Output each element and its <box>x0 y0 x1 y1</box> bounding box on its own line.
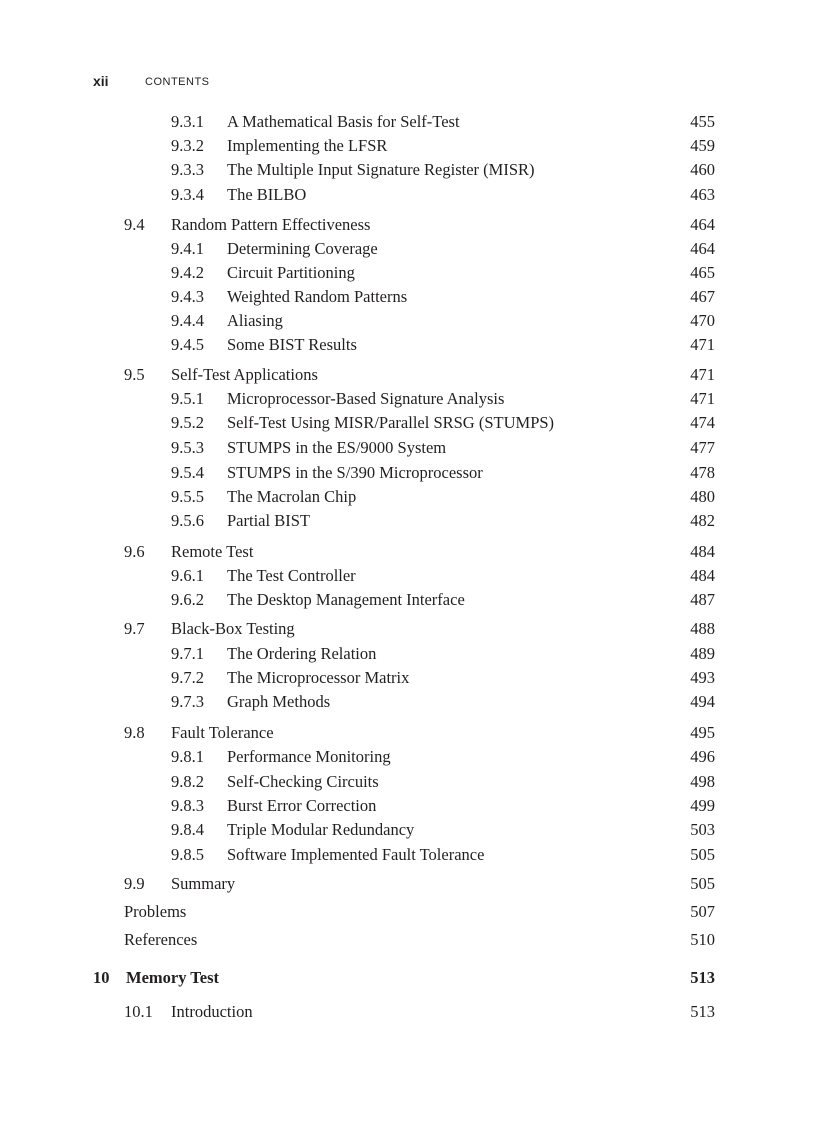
toc-entry <box>0 238 816 260</box>
toc-entry-page: 482 <box>690 511 715 530</box>
toc-entry-number: 9.8 <box>124 723 145 742</box>
toc-entry-page: 499 <box>690 796 715 815</box>
toc-entry <box>0 819 816 841</box>
toc-entry-page: 496 <box>690 747 715 766</box>
toc-entry-page: 495 <box>690 723 715 742</box>
toc-entry <box>0 184 816 206</box>
toc-entry <box>0 746 816 768</box>
toc-entry <box>0 334 816 356</box>
toc-entry-number: 9.8.3 <box>171 796 204 815</box>
toc-entry <box>0 771 816 793</box>
toc-entry <box>0 388 816 410</box>
toc-entry-title: Burst Error Correction <box>227 796 377 815</box>
toc-entry-number: 9.8.2 <box>171 772 204 791</box>
toc-entry <box>0 159 816 181</box>
toc-entry-page: 474 <box>690 413 715 432</box>
toc-entry <box>0 795 816 817</box>
toc-entry-page: 489 <box>690 644 715 663</box>
toc-entry-page: 498 <box>690 772 715 791</box>
toc-entry <box>0 901 816 923</box>
toc-entry-page: 467 <box>690 287 715 306</box>
toc-entry-number: 9.4.1 <box>171 239 204 258</box>
toc-entry-page: 493 <box>690 668 715 687</box>
toc-entry <box>0 929 816 951</box>
toc-entry-page: 513 <box>690 968 715 987</box>
toc-entry-title: The Test Controller <box>227 566 356 585</box>
toc-entry-number: 9.8.1 <box>171 747 204 766</box>
toc-entry-page: 464 <box>690 215 715 234</box>
toc-entry-title: Self-Test Applications <box>171 365 318 384</box>
toc-entry-page: 505 <box>690 845 715 864</box>
toc-entry <box>0 565 816 587</box>
toc-entry-number: 9.7 <box>124 619 145 638</box>
toc-entry <box>0 618 816 640</box>
toc-entry-title: The Desktop Management Interface <box>227 590 465 609</box>
toc-entry <box>0 510 816 532</box>
toc-entry-page: 471 <box>690 389 715 408</box>
toc-entry <box>0 722 816 744</box>
toc-entry-number: 9.5.2 <box>171 413 204 432</box>
toc-entry-page: 464 <box>690 239 715 258</box>
toc-entry-title: Weighted Random Patterns <box>227 287 408 306</box>
toc-entry-title: Circuit Partitioning <box>227 263 355 282</box>
toc-entry <box>0 262 816 284</box>
toc-entry-page: 484 <box>690 566 715 585</box>
toc-entry-title: Random Pattern Effectiveness <box>171 215 371 234</box>
toc-entry-number: 9.6 <box>124 542 145 561</box>
toc-entry-title: Performance Monitoring <box>227 747 391 766</box>
toc-entry-page: 470 <box>690 311 715 330</box>
toc-entry-page: 471 <box>690 365 715 384</box>
toc-entry-title: Aliasing <box>227 311 283 330</box>
toc-entry-title: Self-Checking Circuits <box>227 772 379 791</box>
toc-entry-number: 10.1 <box>124 1002 153 1021</box>
toc-entry-title: Software Implemented Fault Tolerance <box>227 845 485 864</box>
toc-entry-title: Fault Tolerance <box>171 723 274 742</box>
toc-entry-number: 9.8.5 <box>171 845 204 864</box>
toc-entry-number: 9.4.3 <box>171 287 204 306</box>
toc-entry-number: 9.7.1 <box>171 644 204 663</box>
toc-entry-number: 9.6.2 <box>171 590 204 609</box>
toc-entry-page: 459 <box>690 136 715 155</box>
toc-entry-page: 507 <box>690 902 715 921</box>
toc-entry <box>0 967 816 989</box>
toc-entry-page: 480 <box>690 487 715 506</box>
toc-entry-title: Microprocessor-Based Signature Analysis <box>227 389 505 408</box>
toc-entry-number: 9.6.1 <box>171 566 204 585</box>
toc-entry-page: 478 <box>690 463 715 482</box>
toc-entry <box>0 667 816 689</box>
toc-entry <box>0 541 816 563</box>
toc-entry-page: 494 <box>690 692 715 711</box>
toc-entry <box>0 412 816 434</box>
toc-entry-title: Summary <box>171 874 236 893</box>
toc-entry <box>0 1001 816 1023</box>
toc-entry-page: 505 <box>690 874 715 893</box>
toc-entry-title: Partial BIST <box>227 511 310 530</box>
toc-entry-title: Some BIST Results <box>227 335 357 354</box>
toc-entry <box>0 214 816 236</box>
toc-entry <box>0 589 816 611</box>
toc-entry <box>0 286 816 308</box>
toc-entry-title: References <box>124 930 198 949</box>
toc-entry <box>0 310 816 332</box>
toc-entry-title: The Ordering Relation <box>227 644 377 663</box>
toc-entry-title: Graph Methods <box>227 692 331 711</box>
toc-entry-number: 9.5.3 <box>171 438 204 457</box>
toc-entry-number: 9.4.5 <box>171 335 204 354</box>
toc-entry <box>0 111 816 133</box>
toc-entry-title: A Mathematical Basis for Self-Test <box>227 112 460 131</box>
toc-entry-title: The BILBO <box>227 185 307 204</box>
toc-entry <box>0 437 816 459</box>
toc-entry-page: 488 <box>690 619 715 638</box>
toc-entry-number: 9.5 <box>124 365 145 384</box>
toc-entry-title: The Macrolan Chip <box>227 487 357 506</box>
toc-entry-page: 487 <box>690 590 715 609</box>
toc-entry-title: Introduction <box>171 1002 253 1021</box>
toc-entry-title: STUMPS in the ES/9000 System <box>227 438 447 457</box>
toc-entry-number: 9.9 <box>124 874 145 893</box>
toc-entry <box>0 135 816 157</box>
toc-entry-page: 460 <box>690 160 715 179</box>
toc-entry-number: 9.5.1 <box>171 389 204 408</box>
toc-entry-page: 455 <box>690 112 715 131</box>
toc-entry-page: 503 <box>690 820 715 839</box>
toc-entry-page: 463 <box>690 185 715 204</box>
toc-entry-number: 9.4.4 <box>171 311 204 330</box>
toc-entry-number: 9.4.2 <box>171 263 204 282</box>
toc-entry-title: Problems <box>124 902 187 921</box>
toc-entry-number: 9.3.2 <box>171 136 204 155</box>
toc-entry-title: Self-Test Using MISR/Parallel SRSG (STUMPS) <box>227 413 555 432</box>
toc-entry-page: 484 <box>690 542 715 561</box>
toc-entry-number: 9.5.5 <box>171 487 204 506</box>
toc-entry-title: Implementing the LFSR <box>227 136 388 155</box>
toc-entry-page: 477 <box>690 438 715 457</box>
toc-entry <box>0 873 816 895</box>
toc-entry-number: 9.5.6 <box>171 511 204 530</box>
toc-entry-number: 9.7.2 <box>171 668 204 687</box>
toc-entry-title: STUMPS in the S/390 Microprocessor <box>227 463 483 482</box>
running-head: CONTENTS <box>145 76 210 88</box>
toc-entry-number: 10 <box>93 968 110 987</box>
toc-entry-page: 513 <box>690 1002 715 1021</box>
toc-entry <box>0 364 816 386</box>
toc-entry-title: Remote Test <box>171 542 254 561</box>
toc-entry <box>0 691 816 713</box>
toc-entry-title: Triple Modular Redundancy <box>227 820 415 839</box>
toc-entry-title: The Microprocessor Matrix <box>227 668 410 687</box>
toc-entry-page: 465 <box>690 263 715 282</box>
toc-entry-number: 9.3.3 <box>171 160 204 179</box>
toc-entry-number: 9.4 <box>124 215 145 234</box>
page-folio: xii <box>93 73 109 89</box>
toc-entry-number: 9.5.4 <box>171 463 204 482</box>
toc-entry <box>0 844 816 866</box>
toc-entry-title: Memory Test <box>126 968 220 987</box>
toc-entry <box>0 462 816 484</box>
toc-entry-title: Determining Coverage <box>227 239 378 258</box>
toc-entry <box>0 643 816 665</box>
toc-entry-number: 9.3.4 <box>171 185 204 204</box>
toc-entry-title: The Multiple Input Signature Register (MISR) <box>227 160 535 179</box>
toc-entry-page: 471 <box>690 335 715 354</box>
toc-entry-number: 9.7.3 <box>171 692 204 711</box>
toc-entry-number: 9.3.1 <box>171 112 204 131</box>
toc-entry <box>0 486 816 508</box>
toc-entry-title: Black-Box Testing <box>171 619 295 638</box>
toc-entry-number: 9.8.4 <box>171 820 204 839</box>
toc-entry-page: 510 <box>690 930 715 949</box>
